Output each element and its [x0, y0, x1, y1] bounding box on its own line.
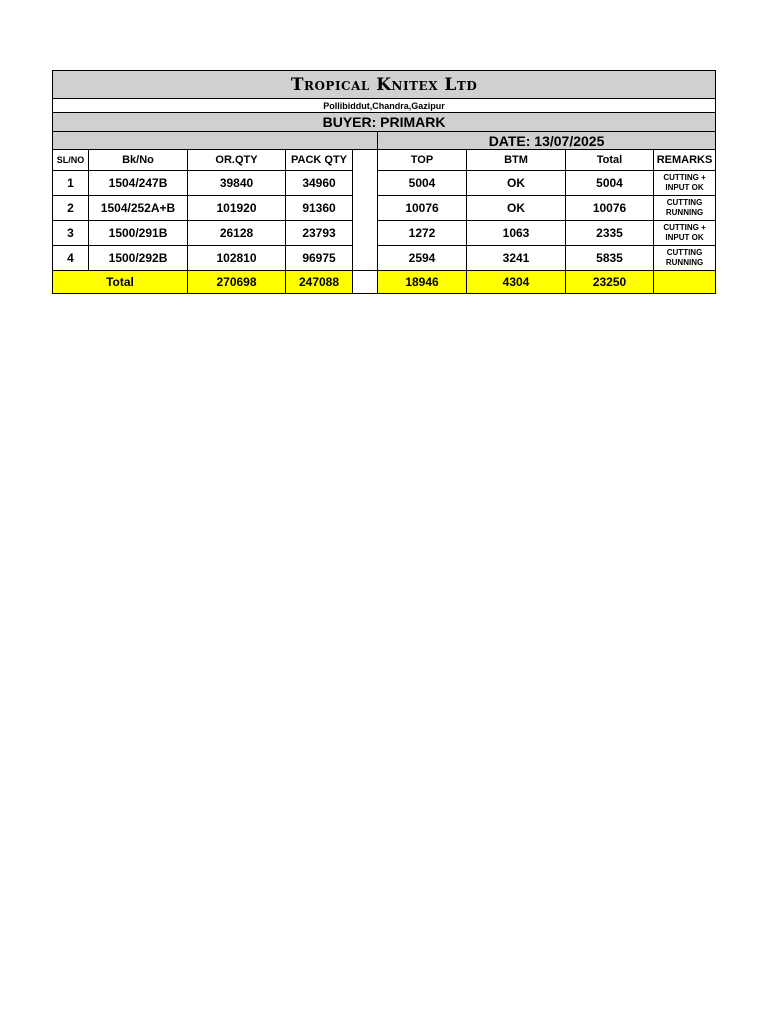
cell-total: 2335	[566, 221, 654, 246]
total-or-qty: 270698	[188, 271, 286, 294]
cell-sl: 3	[53, 221, 89, 246]
cell-or-qty: 26128	[188, 221, 286, 246]
totals-gap	[353, 271, 378, 294]
total-total: 23250	[566, 271, 654, 294]
cell-pack-qty: 23793	[286, 221, 353, 246]
report-date: DATE: 13/07/2025	[378, 132, 716, 150]
total-btm: 4304	[467, 271, 566, 294]
header-bk-no: Bk/No	[89, 150, 188, 171]
table-row	[53, 246, 716, 271]
cell-top: 5004	[378, 171, 467, 196]
table-row	[53, 171, 716, 196]
cell-total: 5835	[566, 246, 654, 271]
cell-pack-qty: 96975	[286, 246, 353, 271]
cell-total: 5004	[566, 171, 654, 196]
cell-pack-qty: 34960	[286, 171, 353, 196]
header-total: Total	[566, 150, 654, 171]
header-remarks: REMARKS	[654, 150, 716, 171]
cell-remarks: CUTTING RUNNING	[654, 246, 716, 271]
cell-btm: 3241	[467, 246, 566, 271]
cell-btm: OK	[467, 171, 566, 196]
company-title: Tropical Knitex Ltd	[290, 74, 478, 95]
cell-bk: 1504/247B	[89, 171, 188, 196]
cell-bk: 1500/292B	[89, 246, 188, 271]
date-row-blank	[53, 132, 378, 150]
header-pack-qty: PACK QTY	[286, 150, 353, 171]
total-top: 18946	[378, 271, 467, 294]
cell-btm: OK	[467, 196, 566, 221]
cell-sl: 1	[53, 171, 89, 196]
cell-pack-qty: 91360	[286, 196, 353, 221]
cell-remarks: CUTTING + INPUT OK	[654, 171, 716, 196]
cell-sl: 4	[53, 246, 89, 271]
total-pack-qty: 247088	[286, 271, 353, 294]
table-row	[53, 221, 716, 246]
cell-top: 2594	[378, 246, 467, 271]
header-top: TOP	[378, 150, 467, 171]
company-name	[53, 71, 716, 99]
report-sheet	[52, 70, 715, 294]
cell-bk: 1500/291B	[89, 221, 188, 246]
cell-bk: 1504/252A+B	[89, 196, 188, 221]
cell-or-qty: 101920	[188, 196, 286, 221]
buyer-label: BUYER: PRIMARK	[53, 113, 716, 132]
totals-row	[53, 271, 716, 294]
company-address: Pollibiddut,Chandra,Gazipur	[53, 99, 716, 113]
table-row	[53, 196, 716, 221]
header-sl-no: SL/NO	[53, 150, 89, 171]
cell-or-qty: 102810	[188, 246, 286, 271]
cell-top: 10076	[378, 196, 467, 221]
header-row	[53, 150, 716, 171]
cell-remarks: CUTTING + INPUT OK	[654, 221, 716, 246]
cell-total: 10076	[566, 196, 654, 221]
header-btm: BTM	[467, 150, 566, 171]
cell-or-qty: 39840	[188, 171, 286, 196]
cell-btm: 1063	[467, 221, 566, 246]
cell-remarks: CUTTING RUNNING	[654, 196, 716, 221]
gap-column	[353, 150, 378, 271]
total-remarks-blank	[654, 271, 716, 294]
totals-label: Total	[53, 271, 188, 294]
header-or-qty: OR.QTY	[188, 150, 286, 171]
packing-report-table	[52, 70, 716, 294]
cell-top: 1272	[378, 221, 467, 246]
cell-sl: 2	[53, 196, 89, 221]
